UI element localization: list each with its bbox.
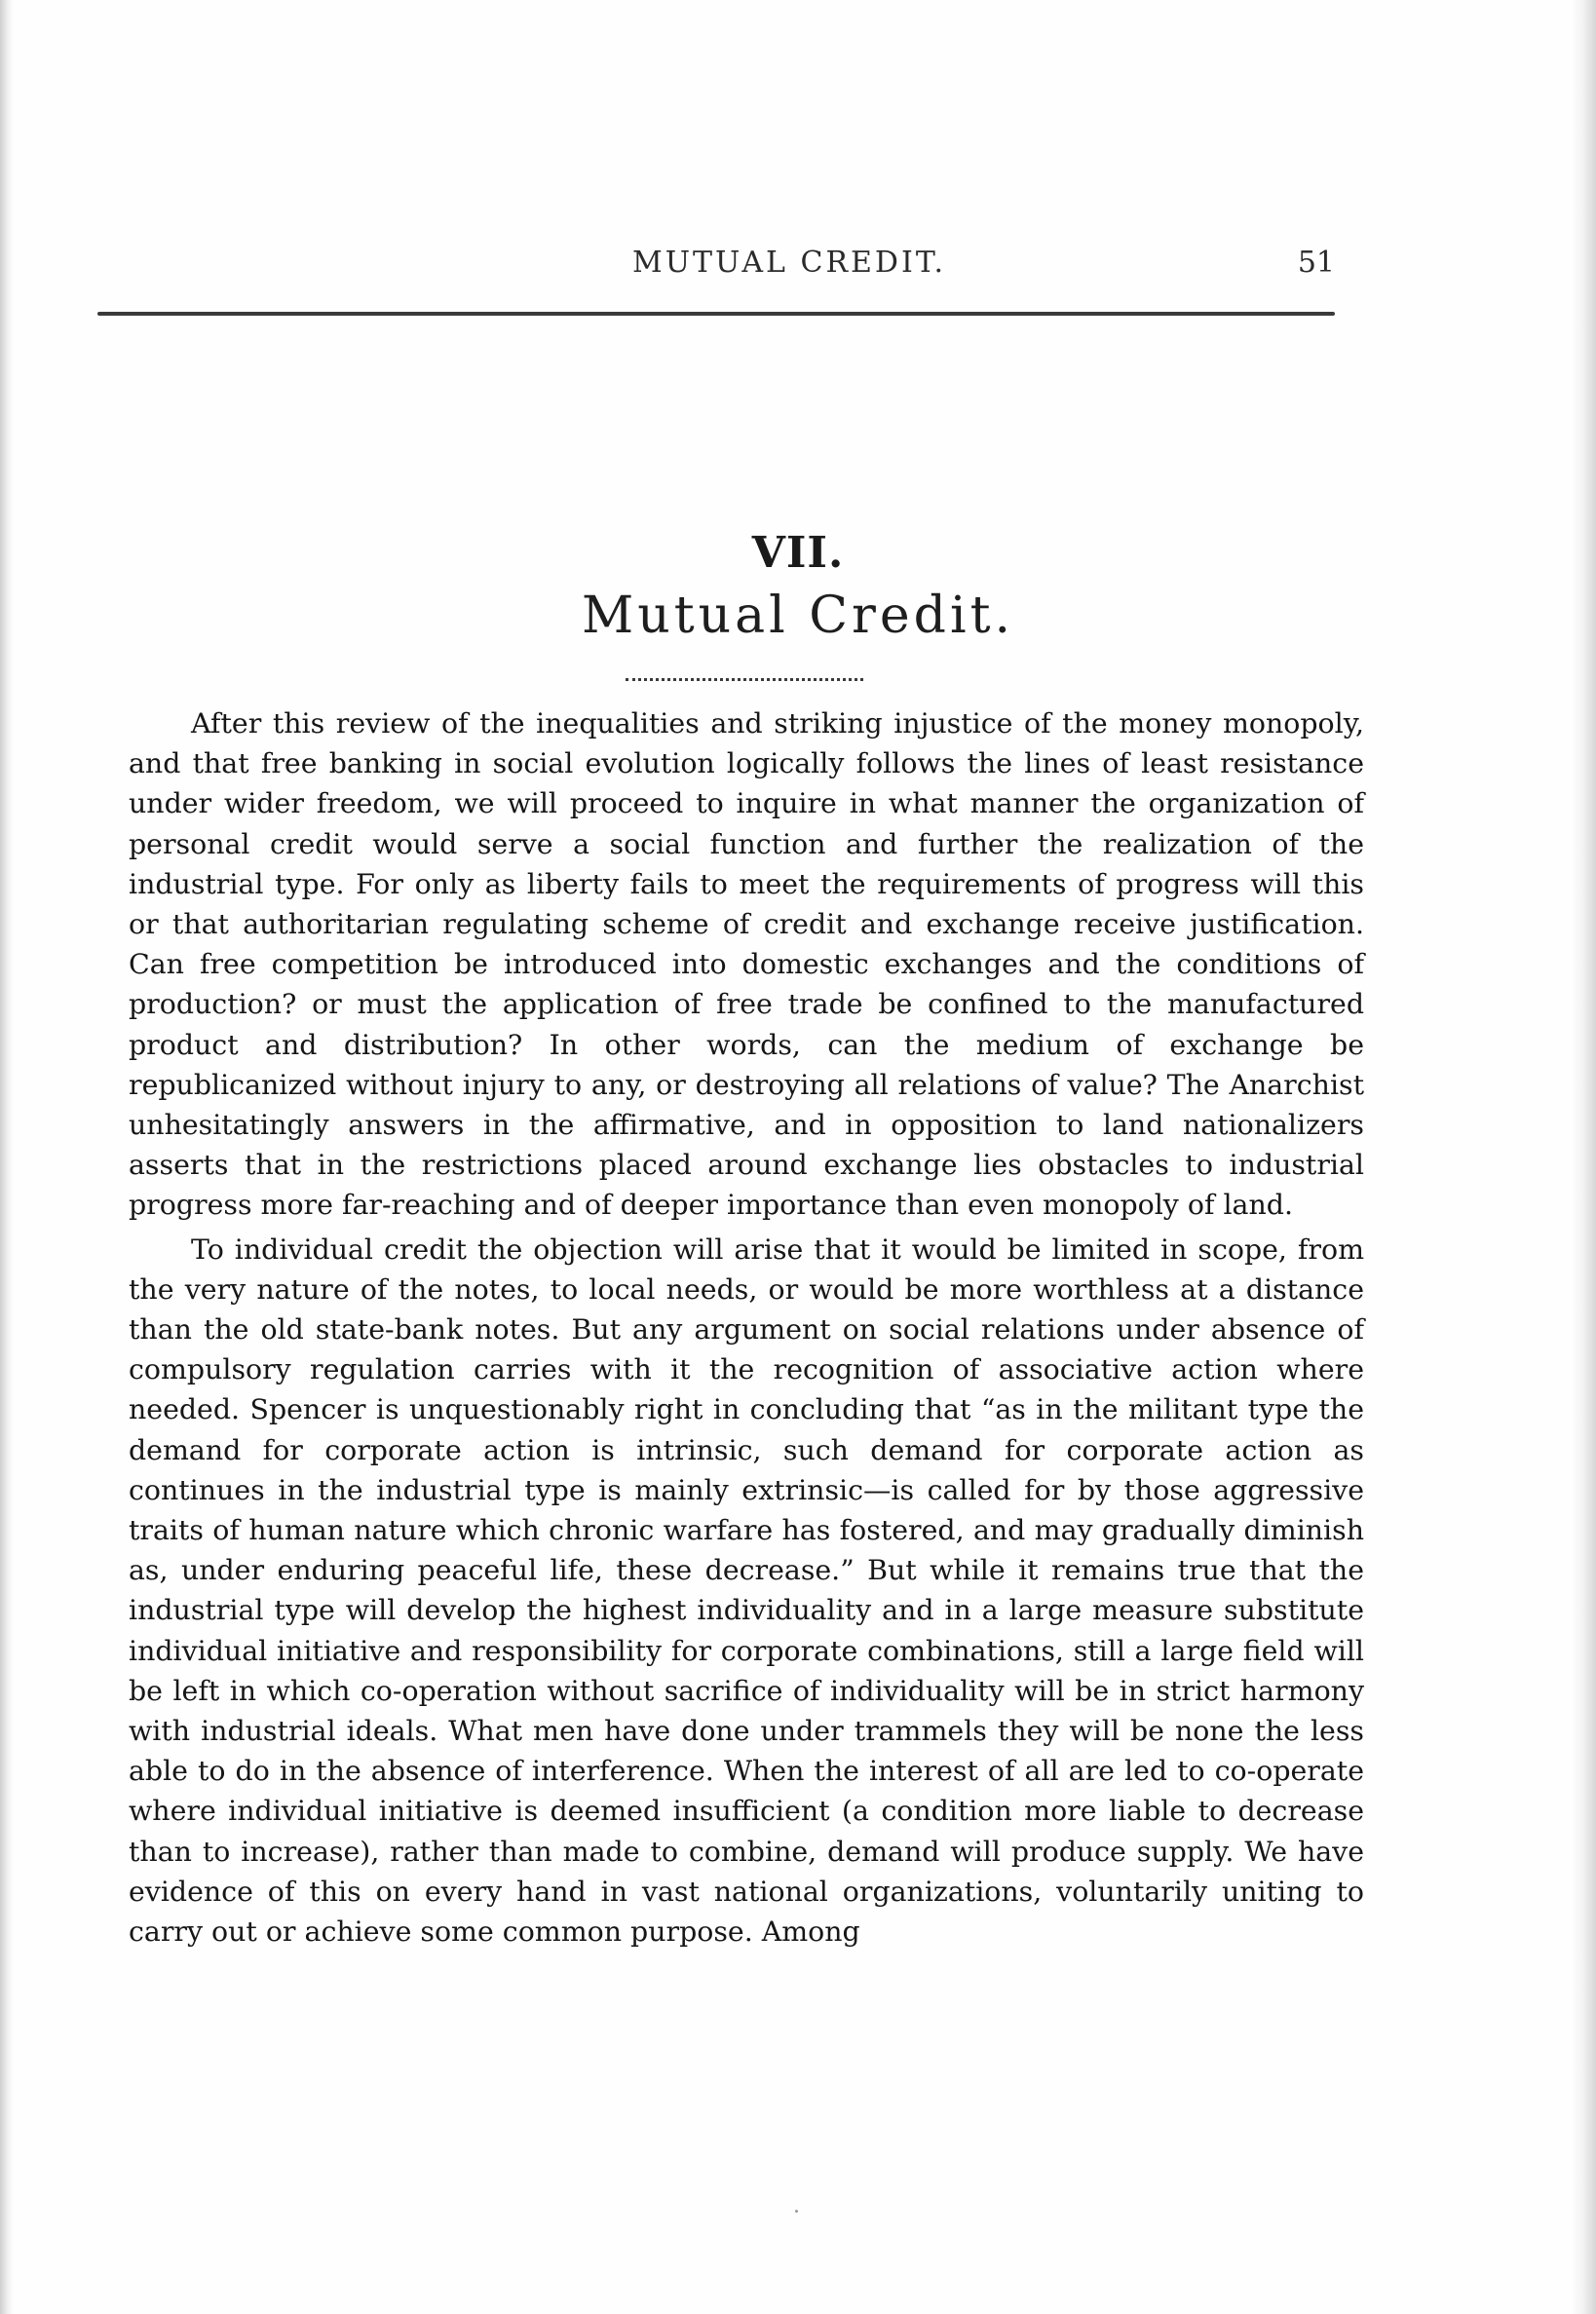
header-rule: [97, 312, 1335, 316]
chapter-title: Mutual Credit.: [581, 587, 1015, 645]
paragraph: To individual credit the objection will arise that it would be limited in scope, from the very nature of the notes, to local needs, or would be more worthless at a distance than the old state-bank notes. But any argument on social relations under absence of compulsory regulation carries with it the recognition of associative action where needed. Spencer is unquestionably right in concluding that “as in the militant type the demand for corporate action is intrinsic, such demand for corporate action as continues in the industrial type is mainly extrinsic—is called for by those aggressive traits of human nature which chronic warfare has fostered, and may gradually diminish as, under enduring peaceful life, these decrease.” But while it remains true that the industrial type will develop the highest individuality and in a large measure substitute individual initiative and responsibility for corporate combinations, still a large field will be left in which co-operation without sacrifice of individuality will be in strict harmony with industrial ideals. What men have done under trammels they will be none the less able to do in the absence of interference. When the interest of all are led to co-operate where individual initiative is deemed insufficient (a condition more liable to decrease than to increase), rather than made to combine, demand will produce supply. We have evidence of this on every hand in vast national organizations, voluntarily uniting to carry out or achieve some common purpose. Among: [129, 1233, 1364, 1949]
running-head: [97, 246, 1335, 285]
paper-speck: [795, 2210, 798, 2213]
page-number: 51: [1297, 246, 1335, 280]
page-right-edge: [1571, 0, 1596, 2314]
paragraph: After this review of the inequalities and striking injustice of the money monopoly, and that free banking in social evolution logically follows the lines of least resistance under wider freedom, we will proceed to inquire in what manner the organization of personal credit would serve a social function and further the realization of the industrial type. For only as liberty fails to meet the requirements of progress will this or that authoritarian regulating scheme of credit and exchange receive justification. Can free competition be introduced into domestic exchanges and the conditions of production? or must the application of free trade be confined to the manufactured product and distribution? In other words, can the medium of exchange be republicanized without injury to any, or destroying all relations of value? The Anarchist unhesitatingly answers in the affirmative, and in opposition to land nationalizers asserts that in the restrictions placed around exchange lies obstacles to industrial progress more far-reaching and of deeper importance than even monopoly of land.: [129, 707, 1364, 1222]
running-title: MUTUAL CREDIT.: [632, 246, 946, 280]
page-left-edge: [0, 0, 14, 2314]
body-text: [129, 703, 1364, 1952]
title-divider: [626, 678, 863, 681]
chapter-number: VII.: [751, 528, 845, 578]
